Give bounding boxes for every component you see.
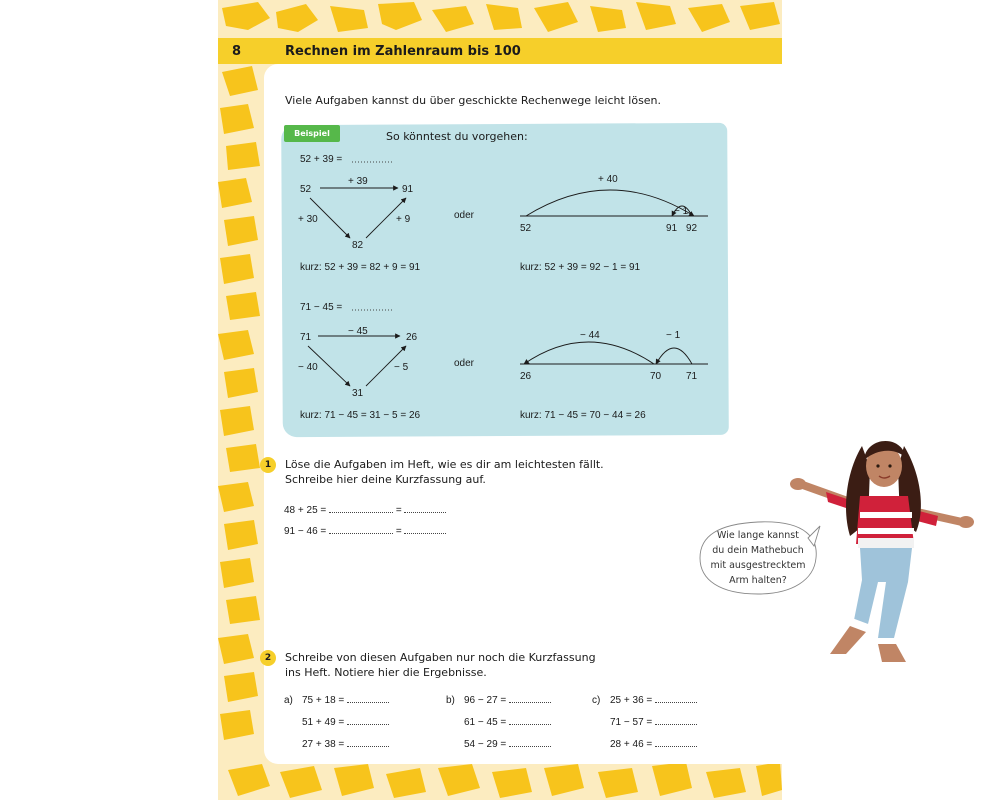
- task-52-39: 52 + 39 =: [300, 154, 343, 165]
- bubble-line4: Arm halten?: [729, 575, 787, 586]
- short-form-right: kurz: 71 − 45 = 70 − 44 = 26: [520, 410, 646, 421]
- tri-node-b: 26: [406, 332, 418, 343]
- task2-row: [446, 714, 551, 736]
- tri-node-c: 82: [352, 240, 364, 251]
- task-number-badge: 2: [260, 650, 276, 666]
- task1-instructions: [285, 457, 604, 487]
- page-number: 8: [232, 44, 242, 59]
- task2-expression: 54 − 29 =: [464, 739, 507, 750]
- answer-field[interactable]: [329, 502, 393, 513]
- girl-illustration: [786, 432, 986, 680]
- jump-label-small: − 1: [674, 206, 689, 217]
- nl-mark-a: 26: [520, 371, 532, 382]
- nl-mark-b: 91: [666, 223, 678, 234]
- task2-expression: 71 − 57 =: [610, 717, 653, 728]
- task2-expression: 28 + 46 =: [610, 739, 653, 750]
- task2-row: [592, 714, 697, 736]
- equals-sign: =: [395, 526, 402, 537]
- nl-mark-c: 92: [686, 223, 698, 234]
- chapter-title: Rechnen im Zahlenraum bis 100: [285, 44, 521, 59]
- task1-row: [284, 502, 446, 516]
- task2-expression: 51 + 49 =: [302, 717, 345, 728]
- jump-label-big: + 40: [598, 174, 618, 185]
- task2-row: [284, 692, 389, 714]
- answer-field[interactable]: [509, 692, 551, 703]
- jump-arc-small: [656, 348, 692, 364]
- oder-label: oder: [454, 358, 475, 369]
- task2-row: [592, 692, 697, 714]
- nl-mark-b: 70: [650, 371, 662, 382]
- answer-field[interactable]: [347, 736, 389, 747]
- answer-field[interactable]: [347, 714, 389, 725]
- jump-label-big: − 44: [580, 330, 600, 341]
- tri-node-a: 52: [300, 184, 312, 195]
- tri-right-label: + 9: [396, 214, 411, 225]
- task2-column-a: [284, 692, 389, 758]
- jump-arc-big: [526, 190, 694, 216]
- answer-field[interactable]: [655, 736, 697, 747]
- task1-line1: Löse die Aufgaben im Heft, wie es dir am leichtesten fällt.: [285, 458, 604, 471]
- workbook-page: [218, 0, 806, 800]
- task2-column-b: [446, 692, 551, 758]
- example-heading: So könntest du vorgehen:: [386, 130, 528, 143]
- column-label: b): [446, 695, 455, 706]
- task1-expression: 91 − 46 =: [284, 526, 327, 537]
- tri-top-label: − 45: [348, 326, 368, 337]
- task2-expression: 96 − 27 =: [464, 695, 507, 706]
- answer-field[interactable]: [347, 692, 389, 703]
- task2-row: [446, 736, 551, 758]
- task2-row: [284, 736, 389, 758]
- column-label: c): [592, 695, 601, 706]
- task2-expression: 27 + 38 =: [302, 739, 345, 750]
- intro-text: Viele Aufgaben kannst du über geschickte Rechenwege leicht lösen.: [285, 94, 662, 107]
- jump-label-small: − 1: [666, 330, 681, 341]
- nl-mark-c: 71: [686, 371, 698, 382]
- column-label: a): [284, 695, 293, 706]
- tri-left-label: − 40: [298, 362, 318, 373]
- task2-row: [284, 714, 389, 736]
- answer-field[interactable]: [655, 714, 697, 725]
- task2-row: [446, 692, 551, 714]
- tri-node-a: 71: [300, 332, 312, 343]
- answer-field[interactable]: [404, 502, 446, 513]
- task2-expression: 75 + 18 =: [302, 695, 345, 706]
- tri-node-b: 91: [402, 184, 414, 195]
- tri-left-label: + 30: [298, 214, 318, 225]
- equals-sign: =: [395, 505, 402, 516]
- short-form-right: kurz: 52 + 39 = 92 − 1 = 91: [520, 262, 641, 273]
- example-diagrams: [282, 124, 728, 436]
- oder-label: oder: [454, 210, 475, 221]
- tri-top-label: + 39: [348, 176, 368, 187]
- answer-field[interactable]: [404, 523, 446, 534]
- task-71-45: 71 − 45 =: [300, 302, 343, 313]
- nl-mark-a: 52: [520, 223, 532, 234]
- answer-field[interactable]: [329, 523, 393, 534]
- answer-field[interactable]: [655, 692, 697, 703]
- tri-right-label: − 5: [394, 362, 409, 373]
- task2-row: [592, 736, 697, 758]
- tri-node-c: 31: [352, 388, 364, 399]
- example-badge: Beispiel: [284, 125, 340, 142]
- task1-row: [284, 523, 446, 537]
- task2-instructions: [285, 650, 596, 680]
- task2-column-c: [592, 692, 697, 758]
- task-number-badge: 1: [260, 457, 276, 473]
- short-form-left: kurz: 52 + 39 = 82 + 9 = 91: [300, 262, 421, 273]
- task1-expression: 48 + 25 =: [284, 505, 327, 516]
- answer-field[interactable]: [509, 736, 551, 747]
- task2-expression: 25 + 36 =: [610, 695, 653, 706]
- bubble-line3: mit ausgestrecktem: [710, 560, 806, 571]
- task2-expression: 61 − 45 =: [464, 717, 507, 728]
- task2-line1: Schreibe von diesen Aufgaben nur noch die Kurzfassung: [285, 651, 596, 664]
- jump-arc-big: [524, 342, 654, 364]
- answer-field[interactable]: [509, 714, 551, 725]
- short-form-left: kurz: 71 − 45 = 31 − 5 = 26: [300, 410, 421, 421]
- task1-line2: Schreibe hier deine Kurzfassung auf.: [285, 473, 486, 486]
- task2-line2: ins Heft. Notiere hier die Ergebnisse.: [285, 666, 487, 679]
- bubble-line2: du dein Mathebuch: [712, 545, 804, 556]
- bubble-line1: Wie lange kannst: [717, 530, 799, 541]
